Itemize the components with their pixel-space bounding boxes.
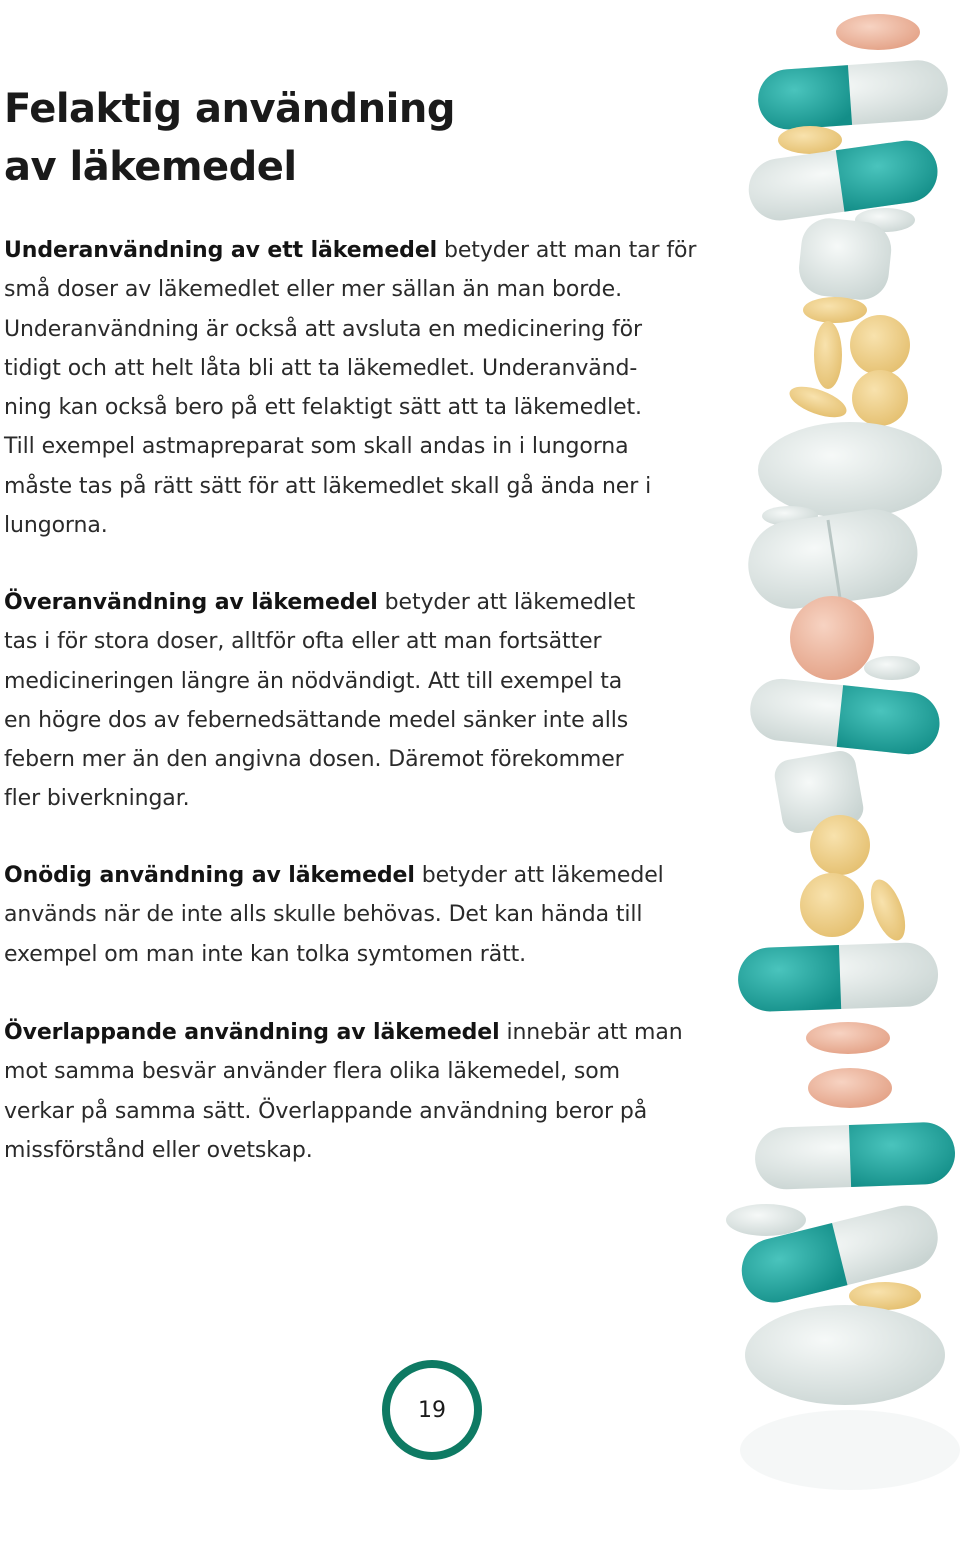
paragraph-unnecessary-use [4,856,704,974]
teal-white-capsule [756,58,950,131]
text-line: Underanvändning är också att avsluta en medicinering för [4,316,642,342]
yellow-tablet [850,315,910,375]
yellow-tablet [864,875,912,945]
yellow-tablet [778,126,842,154]
yellow-tablet [803,297,867,323]
text-line: används när de inte alls skulle behövas. Det kan hända till [4,902,643,928]
page-number: 19 [418,1397,446,1423]
text-line: verkar på samma sätt. Överlappande användning beror på [4,1098,648,1124]
text-line: tas i för stora doser, alltför ofta eller att man fortsätter [4,629,602,655]
text-line: betyder att läkemedlet [377,590,636,615]
reflection [740,1410,960,1490]
text-line: febern mer än den angivna dosen. Däremot förekommer [4,747,624,773]
text-line: mot samma besvär använder flera olika läkemedel, som [4,1059,620,1085]
yellow-tablet [810,815,870,875]
white-tablet [758,422,942,518]
text-line: fler biverkningar. [4,786,190,812]
text-line: små doser av läkemedlet eller mer sällan än man borde. [4,277,622,303]
text-line: exempel om man inte kan tolka symtomen rätt. [4,941,527,967]
yellow-tablet [786,380,851,423]
paragraph-overuse [4,583,704,819]
page-title [4,80,455,196]
paragraph-lead: Onödig användning av läkemedel [4,863,415,888]
yellow-tablet [852,370,908,426]
text-line: lungorna. [4,513,108,539]
page-number-badge [382,1360,482,1460]
paragraph-lead: Överanvändning av läkemedel [4,590,378,615]
teal-white-capsule [745,137,942,225]
white-tablet [745,1305,945,1405]
text-line: måste tas på rätt sätt för att läkemedlet skall gå ända ner i [4,473,652,499]
teal-white-capsule [737,942,939,1013]
paragraph-lead: Underanvändning av ett läkemedel [4,238,438,263]
yellow-tablet [800,873,864,937]
pink-tablet [836,14,920,50]
text-line: ning kan också bero på ett felaktigt sätt att ta läkemedlet. [4,395,642,421]
pink-tablet [808,1068,892,1108]
pink-tablet [806,1022,890,1054]
white-tablet [726,1204,806,1236]
text-line: tidigt och att helt låta bli att ta läkemedlet. Underanvänd- [4,355,638,381]
pink-tablet [790,596,874,680]
text-line: betyder att läkemedel [414,863,664,888]
white-tablet [864,656,920,680]
paragraph-lead: Överlappande användning av läkemedel [4,1020,500,1045]
text-line: en högre dos av febernedsättande medel sänker inte alls [4,707,629,733]
text-line: missförstånd eller ovetskap. [4,1137,313,1163]
teal-white-capsule [754,1121,956,1190]
teal-white-capsule [747,676,942,758]
page-title-line-2: av läkemedel [4,144,297,190]
paragraph-underuse [4,231,704,545]
yellow-tablet [814,321,842,389]
text-line: medicineringen längre än nödvändigt. Att till exempel ta [4,668,623,694]
paragraph-overlapping-use [4,1013,704,1170]
pill-stack-photo-icon [700,0,960,1544]
text-line: innebär att man [499,1020,683,1045]
text-line: betyder att man tar för [437,238,697,263]
text-line: Till exempel astmapreparat som skall andas in i lungorna [4,434,629,460]
page-title-line-1: Felaktig användning [4,86,455,132]
white-tablet [796,216,894,303]
